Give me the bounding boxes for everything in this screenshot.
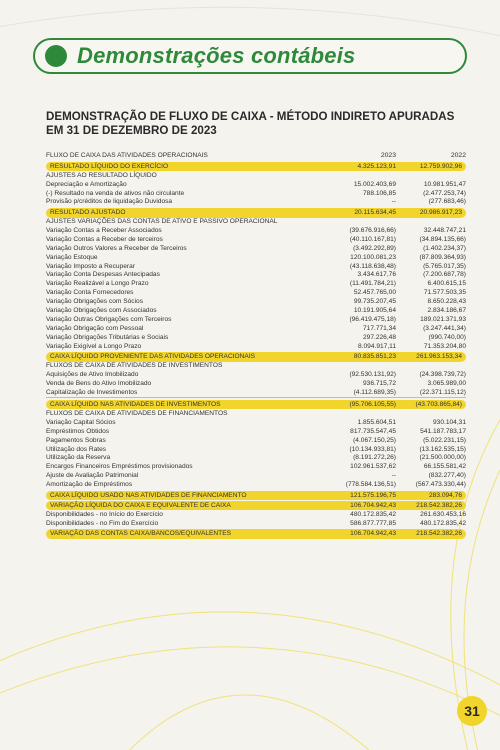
value-2023: (4.112.689,35) — [353, 388, 396, 396]
value-2023: -- — [391, 472, 396, 480]
value-2023: 15.002.403,69 — [353, 180, 396, 188]
value-2022: 32.448.747,21 — [423, 227, 466, 235]
section-heading-row — [46, 172, 466, 181]
total-row — [46, 208, 466, 218]
row-label: Variação Estoque — [46, 253, 98, 261]
row-label: AJUSTES AO RESULTADO LÍQUIDO — [46, 171, 157, 179]
table-row — [46, 380, 466, 389]
row-label: Variação Obrigações com Associados — [46, 307, 157, 315]
value-2022: (1.402.234,37) — [423, 244, 466, 252]
value-2022: (87.809.364,93) — [419, 253, 466, 261]
value-2023: 297.226,48 — [362, 333, 396, 341]
row-label: RESULTADO AJUSTADO — [50, 208, 126, 216]
table-row — [46, 316, 466, 325]
value-2023: 4.325.123,91 — [357, 162, 396, 170]
table-row — [46, 419, 466, 428]
row-label: CAIXA LÍQUIDO USADO NAS ATIVIDADES DE FINANCIAMENTO — [50, 491, 247, 499]
value-2022: 6.400.615,15 — [427, 280, 466, 288]
table-row — [46, 446, 466, 455]
value-2023: (3.492.292,89) — [353, 244, 396, 252]
value-2023: 8.094.917,11 — [357, 342, 396, 350]
total-row — [46, 400, 466, 410]
value-2022: 261.630.453,16 — [420, 511, 466, 518]
section-heading-row — [46, 362, 466, 371]
statement-rows — [46, 162, 466, 539]
table-row — [46, 280, 466, 289]
table-row — [46, 227, 466, 236]
row-label: Variação Obrigações Tributárias e Sociais — [46, 333, 169, 341]
table-row — [46, 371, 466, 380]
value-2023: 80.835.851,23 — [353, 353, 396, 361]
value-2023: 586.877.777,85 — [350, 519, 396, 527]
value-2023: 106.704.942,43 — [350, 501, 396, 509]
table-row — [46, 481, 466, 490]
value-2022: (13.162.535,15) — [419, 445, 466, 453]
row-label: Variação Contas a Receber de terceiros — [46, 235, 163, 243]
table-row — [46, 454, 466, 463]
section-header — [33, 38, 467, 74]
table-row — [46, 181, 466, 190]
value-2023: (96.419.475,18) — [349, 315, 396, 323]
value-2022 — [396, 362, 466, 371]
value-2023: (10.134.933,81) — [349, 445, 396, 453]
total-row — [46, 491, 466, 501]
table-row — [46, 343, 466, 352]
value-2022: (277.683,46) — [428, 198, 466, 206]
table-row — [46, 520, 466, 529]
value-2022 — [396, 172, 466, 181]
value-2023 — [328, 218, 396, 227]
row-label: Variação Conta Fornecedores — [46, 289, 134, 297]
value-2022: 541.187.783,17 — [420, 427, 466, 435]
value-2022: (24.398.739,72) — [419, 371, 466, 379]
row-label: Utilização dos Rates — [46, 445, 107, 453]
row-label: VARIAÇÃO LÍQUIDA DO CAIXA E EQUIVALENTE DE CAIXA — [50, 501, 231, 509]
table-row — [46, 298, 466, 307]
row-label: Venda de Bens do Ativo Imobilizado — [46, 380, 152, 388]
value-2022: (990.740,00) — [428, 333, 466, 341]
value-2023: 120.100.081,23 — [350, 253, 396, 261]
column-header-row — [46, 150, 466, 161]
row-label: Variação Capital Sócios — [46, 418, 116, 426]
table-row — [46, 389, 466, 398]
value-2023: (95.706.105,55) — [349, 400, 396, 408]
value-2022: (5.022.231,15) — [423, 436, 466, 444]
value-2022: 218.542.382,26 — [416, 530, 462, 538]
value-2022: 2.834.186,67 — [427, 307, 466, 315]
value-2022: (22.371.115,12) — [419, 388, 466, 396]
value-2022: 189.021.371,93 — [420, 315, 466, 323]
table-row — [46, 245, 466, 254]
value-2022: 71.353.204,80 — [423, 342, 466, 350]
table-row — [46, 254, 466, 263]
value-2023: 102.961.537,62 — [350, 463, 396, 471]
table-row — [46, 198, 466, 207]
value-2022: (34.894.135,66) — [419, 235, 466, 243]
value-2023: 121.575.196,75 — [350, 491, 396, 499]
row-label: Variação Outros Valores a Receber de Terceiros — [46, 244, 187, 252]
header-green-dot — [45, 45, 67, 67]
value-2022: (43.703.865,84) — [415, 400, 462, 408]
operating-activities-heading: FLUXO DE CAIXA DAS ATIVIDADES OPERACIONAIS — [46, 152, 208, 159]
row-label: Amortização de Empréstimos — [46, 481, 133, 489]
table-row — [46, 263, 466, 272]
table-row — [46, 428, 466, 437]
table-row — [46, 437, 466, 446]
row-label: Ajuste de Avaliação Patrimonial — [46, 472, 139, 480]
value-2022: 930.104,31 — [432, 418, 466, 426]
page-number-badge: 31 — [457, 696, 487, 726]
section-heading-row — [46, 410, 466, 419]
row-label: Capitalização de Investimentos — [46, 388, 138, 396]
value-2023 — [328, 362, 396, 371]
value-2023: 20.115.634,45 — [354, 208, 396, 216]
table-row — [46, 463, 466, 472]
row-label: FLUXOS DE CAIXA DE ATIVIDADES DE FINANCIAMENTOS — [46, 410, 228, 418]
value-2022: 10.981.951,47 — [423, 180, 466, 188]
value-2022: 283.094,76 — [428, 491, 462, 499]
total-row — [46, 162, 466, 172]
year-2022-header: 2022 — [450, 152, 466, 159]
value-2022: (5.765.017,35) — [423, 262, 466, 270]
row-label: Variação Outras Obrigações com Terceiros — [46, 315, 172, 323]
row-label: Variação Obrigações com Sócios — [46, 298, 143, 306]
row-label: Variação Imposto a Recuperar — [46, 262, 135, 270]
year-2023-header: 2023 — [380, 152, 396, 159]
value-2023: (8.191.272,26) — [353, 454, 396, 462]
total-row — [46, 529, 466, 539]
row-label: VARIAÇÃO DAS CONTAS CAIXA/BANCOS/EQUIVALENTES — [50, 530, 232, 538]
table-row — [46, 325, 466, 334]
statement-title: DEMONSTRAÇÃO DE FLUXO DE CAIXA - MÉTODO INDIRETO APURADAS EM 31 DE DEZEMBRO DE 2023 — [46, 110, 455, 137]
value-2022 — [396, 218, 466, 227]
row-label: CAIXA LÍQUIDO NAS ATIVIDADES DE INVESTIMENTOS — [50, 400, 221, 408]
table-row — [46, 289, 466, 298]
table-row — [46, 271, 466, 280]
table-row — [46, 236, 466, 245]
total-row — [46, 352, 466, 362]
table-row — [46, 334, 466, 343]
row-label: Encargos Financeiros Empréstimos provisionados — [46, 463, 193, 471]
table-row — [46, 307, 466, 316]
value-2022: 66.155.581,42 — [423, 463, 466, 471]
row-label: Empréstimos Obtidos — [46, 427, 110, 435]
value-2023: 3.434.617,76 — [357, 271, 396, 279]
table-row — [46, 190, 466, 199]
value-2022: (21.500.000,00) — [419, 454, 466, 462]
value-2023: 10.191.905,64 — [353, 307, 396, 315]
row-label: Aquisições de Ativo Imobilizado — [46, 371, 139, 379]
value-2023: 1.855.604,51 — [357, 418, 396, 426]
row-label: Variação Obrigação com Pessoal — [46, 324, 144, 332]
value-2023: 717.771,34 — [362, 324, 396, 332]
row-label: (-) Resultado na venda de ativos não circulante — [46, 189, 185, 197]
value-2023: 99.735.207,45 — [353, 298, 396, 306]
value-2022: (832.277,40) — [428, 472, 466, 480]
row-label: FLUXOS DE CAIXA DE ATIVIDADES DE INVESTIMENTOS — [46, 362, 223, 370]
value-2023: 788.106,85 — [362, 189, 396, 197]
value-2022: (567.473.330,44) — [415, 481, 466, 489]
row-label: Variação Contas a Receber Associados — [46, 227, 162, 235]
value-2023: 817.735.547,45 — [350, 427, 396, 435]
value-2022: 3.065.989,00 — [427, 380, 466, 388]
row-label: Disponibilidades - no Início do Exercício — [46, 511, 163, 518]
total-row — [46, 501, 466, 511]
value-2023: (39.676.916,66) — [349, 227, 396, 235]
value-2022: 480.172.835,42 — [420, 519, 466, 527]
value-2023: 106.704.942,43 — [350, 530, 396, 538]
row-label: Pagamentos Sobras — [46, 436, 106, 444]
row-label: Provisão p/créditos de liquidação Duvidosa — [46, 198, 173, 206]
value-2022: 71.577.503,35 — [423, 289, 466, 297]
row-label: Variação Realizável a Longo Prazo — [46, 280, 149, 288]
value-2023: (40.110.167,81) — [349, 235, 396, 243]
value-2022: 12.759.902,96 — [419, 162, 462, 170]
value-2022: 20.986.917,23 — [419, 208, 462, 216]
value-2023: (43.118.638,48) — [349, 262, 396, 270]
value-2022: 218.542.382,26 — [416, 501, 462, 509]
header-title: Demonstrações contábeis — [77, 43, 356, 68]
value-2022: (3.247.441,34) — [423, 324, 466, 332]
table-row — [46, 511, 466, 520]
value-2023: (778.584.136,51) — [345, 481, 396, 489]
value-2023: 480.172.835,42 — [350, 511, 396, 518]
row-label: Variação Exigível a Longo Prazo — [46, 342, 142, 350]
table-row — [46, 472, 466, 481]
value-2023 — [328, 172, 396, 181]
value-2023: 52.457.765,00 — [353, 289, 396, 297]
row-label: Utilização da Reserva — [46, 454, 111, 462]
row-label: Depreciação e Amortização — [46, 180, 127, 188]
value-2022: 261.963.153,34 — [416, 353, 462, 361]
value-2023: -- — [391, 198, 396, 206]
value-2023: (92.530.131,92) — [349, 371, 396, 379]
row-label: Variação Conta Despesas Antecipadas — [46, 271, 160, 279]
value-2023: (11.491.784,21) — [349, 280, 396, 288]
value-2023: (4.067.150,25) — [353, 436, 396, 444]
value-2022: (7.200.687,78) — [423, 271, 466, 279]
row-label: CAIXA LÍQUIDO PROVENIENTE DAS ATIVIDADES OPERACIONAIS — [50, 353, 256, 361]
row-label: Disponibilidades - no Fim do Exercício — [46, 519, 159, 527]
value-2022 — [396, 410, 466, 419]
value-2022: (2.477.253,74) — [423, 189, 466, 197]
cash-flow-statement — [46, 150, 466, 540]
section-heading-row — [46, 218, 466, 227]
row-label: AJUSTES VARIAÇÕES DAS CONTAS DE ATIVO E PASSIVO OPERACIONAL — [46, 218, 278, 226]
value-2023 — [328, 410, 396, 419]
value-2022: 8.650.228,43 — [427, 298, 466, 306]
row-label: RESULTADO LÍQUIDO DO EXERCÍCIO — [50, 162, 169, 170]
value-2023: 936.715,72 — [362, 380, 396, 388]
